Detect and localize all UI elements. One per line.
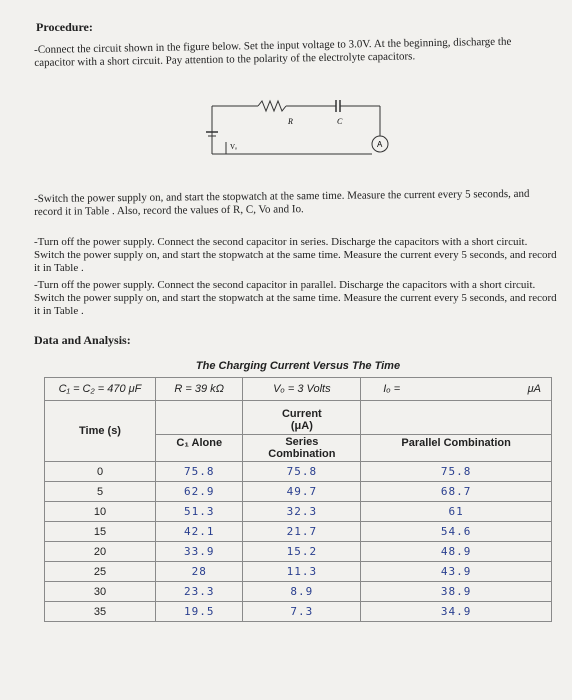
time-header: Time (s) [45,401,156,462]
step-series: -Turn off the power supply. Connect the second capacitor in series. Discharge the capacitors with a short circuit. Switch the power supply on, and start the stopwatch at the same time. Measure the current every 5 seconds, and record it in Table . [34,236,557,274]
circuit-diagram [200,92,400,164]
table-row: 25 28 11.3 43.9 [45,562,552,582]
table-row: 35 19.5 7.3 34.9 [45,602,552,622]
current-header: Current (μA) [243,401,361,435]
svg-text:A: A [377,140,383,149]
table-title: The Charging Current Versus The Time [45,355,552,378]
svg-text:R: R [288,117,293,126]
table-row: 20 33.9 15.2 48.9 [45,542,552,562]
param-current-unit: μA [527,383,541,395]
col-header-c1-alone: C₁ Alone [156,434,243,461]
table-row: 30 23.3 8.9 38.9 [45,582,552,602]
step-parallel: -Turn off the power supply. Connect the second capacitor in parallel. Discharge the capacitors with a short circuit. Switch the power supply on, and start the stopwatch at the same time. Measure the current every 5 seconds, and record it in Table . [34,279,557,317]
svg-text:C: C [337,117,343,126]
svg-text:Vₒ: Vₒ [230,143,238,151]
table-row: 10 51.3 32.3 61 [45,502,552,522]
data-analysis-heading: Data and Analysis: [34,333,131,347]
resistor-symbol [258,101,286,111]
param-capacitance: C₁ = C₂ = 470 μF [45,378,156,401]
param-current [361,378,552,401]
procedure-heading: Procedure: [36,20,93,34]
table-row: 5 62.9 49.7 68.7 [45,482,552,502]
param-current-label: Iₒ = [383,383,401,395]
table-row: 0 75.8 75.8 75.8 [45,462,552,482]
col-header-series: Series Combination [243,434,361,461]
param-voltage: Vₒ = 3 Volts [243,378,361,401]
charging-current-table [44,355,552,622]
step-switch-on: -Switch the power supply on, and start the stopwatch at the same time. Measure the current every 5 seconds, and record it in Table . Also, record the values of R, C, Vo and Io. [34,187,530,218]
step-connect-circuit: -Connect the circuit shown in the figure below. Set the input voltage to 3.0V. At the beginning, discharge the capacitor with a short circuit. Pay attention to the polarity of the electrolyte capacitors. [34,35,512,69]
table-row: 15 42.1 21.7 54.6 [45,522,552,542]
col-header-parallel: Parallel Combination [361,434,552,461]
param-resistance: R = 39 kΩ [156,378,243,401]
